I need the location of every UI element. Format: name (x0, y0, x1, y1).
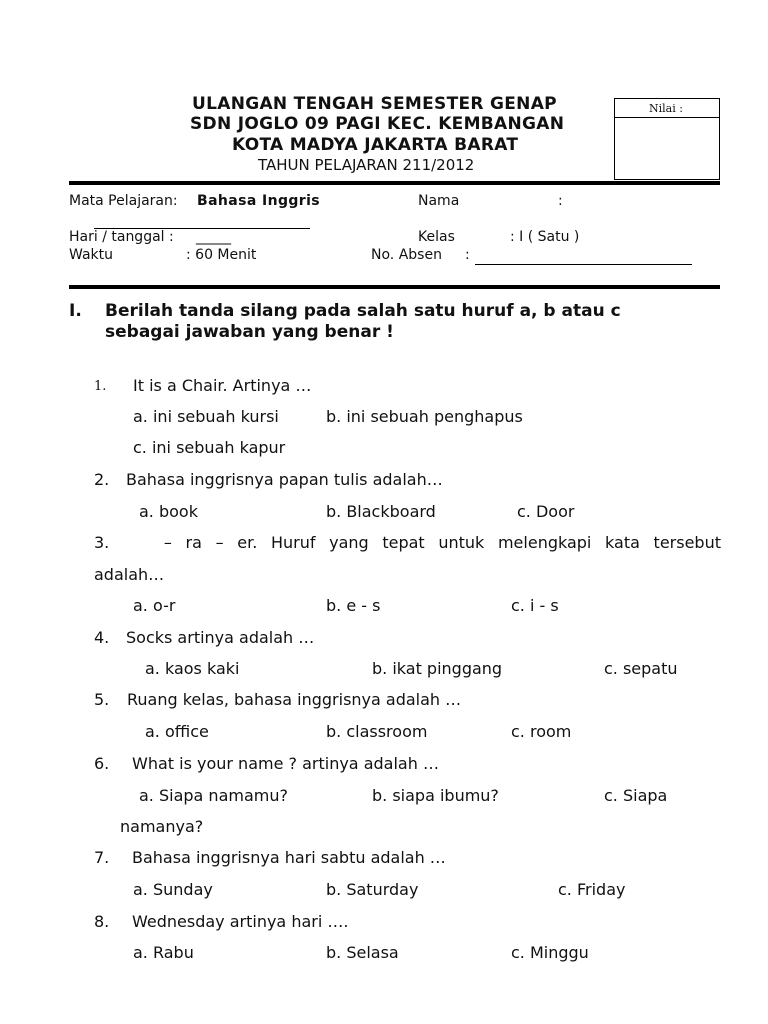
class-value: : I ( Satu ) (510, 229, 580, 245)
score-box-divider (615, 117, 719, 118)
absent-no-label: No. Absen (371, 247, 442, 263)
day-date-blank: _____ (196, 229, 231, 245)
option-c: c. Siapa (604, 786, 668, 805)
question-text: Bahasa inggrisnya hari sabtu adalah … (132, 848, 446, 867)
question-text: Wednesday artinya hari …. (132, 912, 349, 931)
option-c-continued: namanya? (120, 817, 204, 836)
option-b: b. Blackboard (326, 502, 436, 521)
section-number: I. (69, 301, 82, 321)
section-instruction-line1: Berilah tanda silang pada salah satu huruf a, b atau c (105, 301, 621, 321)
header-rule-top (69, 181, 720, 185)
question-number: 7. (94, 848, 110, 867)
option-b: b. Saturday (326, 880, 419, 899)
question-text: Socks artinya adalah … (126, 628, 315, 647)
class-label: Kelas (418, 229, 455, 245)
option-c: c. ini sebuah kapur (133, 438, 286, 457)
option-a: a. kaos kaki (145, 659, 240, 678)
header-rule-bottom (69, 285, 720, 289)
question-number: 8. (94, 912, 110, 931)
academic-year: TAHUN PELAJARAN 211/2012 (258, 156, 475, 174)
option-c: c. Minggu (511, 943, 589, 962)
section-instruction-line2: sebagai jawaban yang benar ! (105, 322, 394, 342)
option-a: a. ini sebuah kursi (133, 407, 279, 426)
day-date-label: Hari / tanggal : (69, 229, 174, 245)
option-a: a. Rabu (133, 943, 194, 962)
question-text: Bahasa inggrisnya papan tulis adalah… (126, 470, 443, 489)
question-text-continued: adalah… (94, 565, 165, 584)
option-c: c. room (511, 722, 572, 741)
school-name: SDN JOGLO 09 PAGI KEC. KEMBANGAN (190, 114, 565, 134)
question-text: It is a Chair. Artinya … (133, 376, 312, 395)
option-a: a. Siapa namamu? (139, 786, 288, 805)
city-name: KOTA MADYA JAKARTA BARAT (232, 135, 519, 155)
name-label: Nama (418, 193, 460, 209)
option-a: a. Sunday (133, 880, 213, 899)
option-a: a. o-r (133, 596, 176, 615)
time-value: : 60 Menit (186, 247, 257, 263)
question-text: What is your name ? artinya adalah … (132, 754, 439, 773)
question-text: – ra – er. Huruf yang tepat untuk melengkapi kata tersebut (163, 533, 721, 552)
option-b: b. ikat pinggang (372, 659, 503, 678)
option-b: b. ini sebuah penghapus (326, 407, 523, 426)
question-number: 2. (94, 470, 110, 489)
option-c: c. i - s (511, 596, 559, 615)
question-number: 6. (94, 754, 110, 773)
exam-title: ULANGAN TENGAH SEMESTER GENAP (192, 94, 557, 114)
question-number: 5. (94, 690, 110, 709)
option-a: a. book (139, 502, 198, 521)
option-a: a. office (145, 722, 209, 741)
option-b: b. e - s (326, 596, 381, 615)
question-number: 3. (94, 533, 110, 552)
question-text: Ruang kelas, bahasa inggrisnya adalah … (127, 690, 462, 709)
option-c: c. Door (517, 502, 575, 521)
score-label: Nilai : (649, 102, 683, 115)
subject-label: Mata Pelajaran: (69, 193, 178, 209)
score-box (614, 98, 720, 180)
absent-no-blank-line (475, 264, 692, 265)
option-b: b. siapa ibumu? (372, 786, 499, 805)
option-c: c. Friday (558, 880, 626, 899)
question-3-line (94, 533, 721, 552)
absent-no-colon: : (465, 247, 470, 263)
name-colon: : (558, 193, 563, 209)
subject-value: Bahasa Inggris (197, 193, 321, 209)
option-b: b. Selasa (326, 943, 399, 962)
question-number: 1. (94, 379, 107, 394)
time-label: Waktu (69, 247, 113, 263)
option-b: b. classroom (326, 722, 428, 741)
option-c: c. sepatu (604, 659, 678, 678)
question-number: 4. (94, 628, 110, 647)
